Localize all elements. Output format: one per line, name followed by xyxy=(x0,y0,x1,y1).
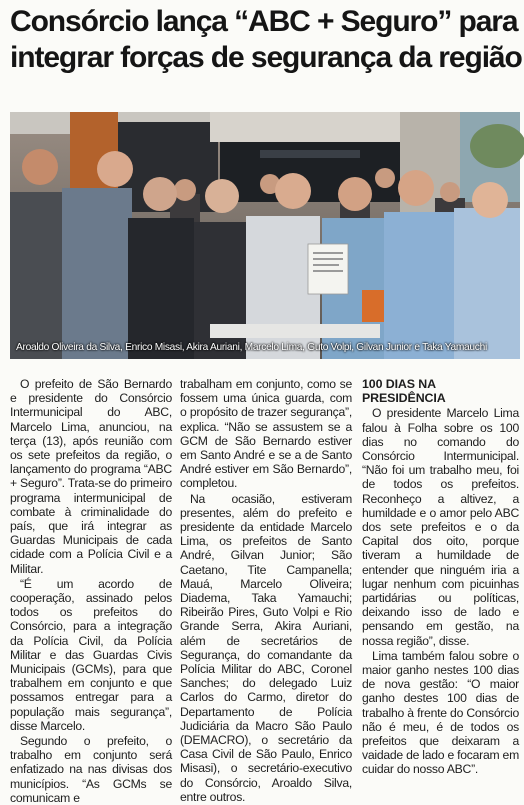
article-column-3 xyxy=(362,377,519,777)
paragraph: O presidente Marcelo Lima falou à Folha sobre os 100 dias no comando do Consórcio Intermunicipal. “Não foi um trabalho meu, foi de todos os prefeitos. Reconheço a altivez, a humildade e o amor pelo ABC dos sete prefeitos e o da Capital dos oito, porque tiveram a humildade de entender que ninguém iria a lugar nenhum com picuinhas partidárias ou políticas, deixando isso de lado e pensando em gestão, na nossa região”, disse. xyxy=(362,406,519,648)
paragraph: Na ocasião, estiveram presentes, além do prefeito e presidente da entidade Marcelo Lima, os prefeitos de Santo André, Gilvan Junior; São Caetano, Tite Campanella; Mauá, Marcelo Oliveira; Diadema, Taka Yamauchi; Ribeirão Pires, Guto Volpi e Rio Grande Serra, Akira Auriani, além de secretários de Segurança, do comandante da Polícia Militar do ABC, Coronel Sanches; do delegado Luiz Carlos do Carmo, diretor do Departamento de Polícia Judiciária da Macro São Paulo (DEMACRO), o secretário da Casa Civil de São Paulo, Enrico Misasi), o secretário-executivo do Consórcio, Aroaldo Silva, entre outros. xyxy=(180,491,352,804)
paragraph: trabalham em conjunto, como se fossem uma única guarda, com o propósito de trazer segurança”, explica. “Não se assustem se a GCM de São Bernardo estiver em Santo André e se a de Santo André estiver em São Bernardo”, completou. xyxy=(180,377,352,491)
paragraph: “É um acordo de cooperação, assinado pelos todos os prefeitos do Consórcio, para a integração da Polícia Civil, da Polícia Militar e das Guardas Civis Municipais (GCMs), para que trabalhem em conjunto e que possamos entregar para a população mais segurança”, disse Marcelo. xyxy=(10,576,172,733)
paragraph: Lima também falou sobre o maior ganho nestes 100 dias de nova gestão: “O maior ganho destes 100 dias de trabalho à frente do Consórcio não é meu, é de todos os prefeitos que deixaram a vaidade de lado e focaram em cuidar do nosso ABC”. xyxy=(362,648,519,777)
photo-illustration xyxy=(10,112,520,359)
headline-line-1: Consórcio lança “ABC + Seguro” para xyxy=(10,5,518,38)
article-column-2 xyxy=(180,377,352,804)
section-subheading: 100 DIAS NA PRESIDÊNCIA xyxy=(362,377,446,406)
paragraph: Segundo o prefeito, o trabalho em conjunto será enfatizado na nas divisas dos municípios. “As GCMs se comunicam e xyxy=(10,734,172,805)
paragraph: O prefeito de São Bernardo e presidente do Consórcio Intermunicipal do ABC, Marcelo Lima, anunciou, na terça (13), após reunião com os sete prefeitos da região, o lançamento do programa “ABC + Seguro”. Trata-se do primeiro programa intermunicipal de combate à criminalidade do país, que irá integrar as Guardas Municipais de cada cidade com a Polícia Civil e a Militar. xyxy=(10,377,172,576)
article-headline xyxy=(10,4,522,76)
news-photo xyxy=(10,112,520,359)
headline-line-2: integrar forças de segurança da região xyxy=(10,41,522,74)
article-column-1 xyxy=(10,377,172,805)
photo-caption: Aroaldo Oliveira da Silva, Enrico Misasi, Akira Auriani, Marcelo Lima, Guto Volpi, Gilvan Junior e Taka Yamauchi xyxy=(16,342,487,353)
